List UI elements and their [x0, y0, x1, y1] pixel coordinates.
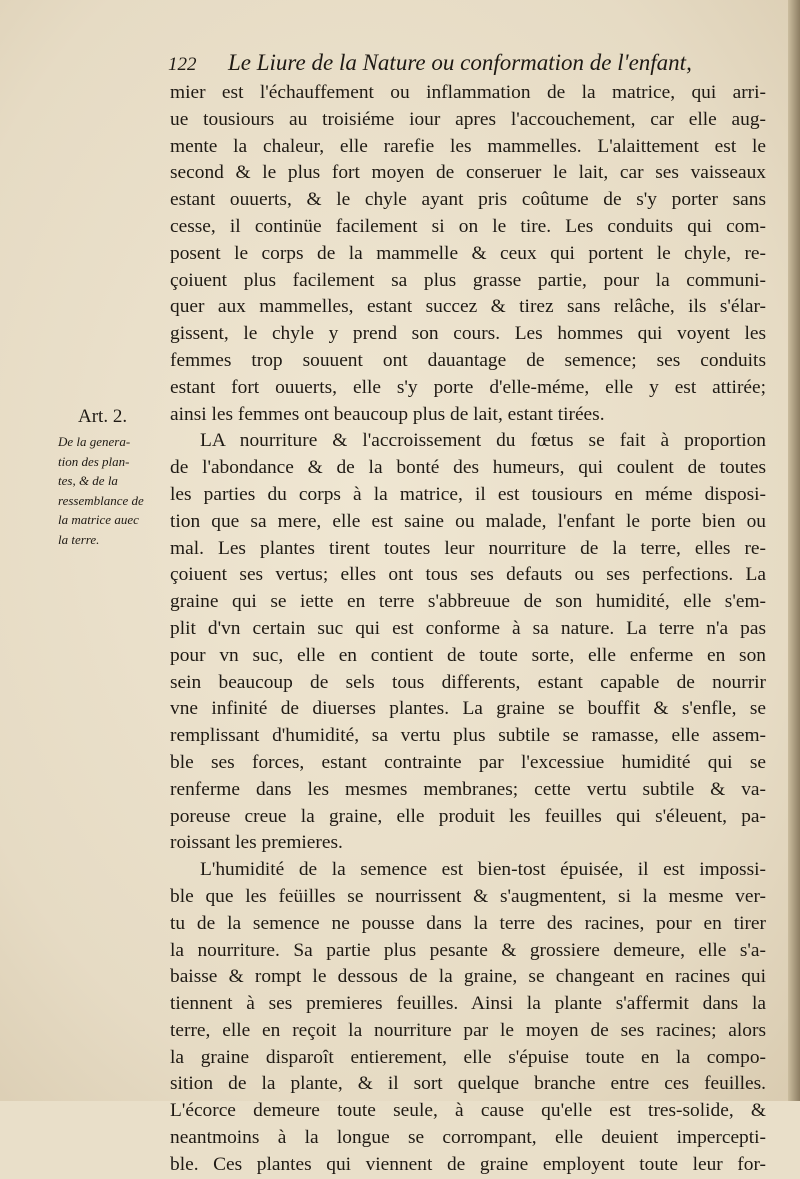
text-line: vne infinité de diuerses plantes. La graine se bouffit & s'enfle, se [170, 698, 766, 720]
text-line: pour vn suc, elle en contient de toute sorte, elle enferme en son [170, 644, 766, 666]
text-line: ble ses forces, estant contrainte par l'excessiue humidité qui se [170, 751, 766, 773]
marginal-note-line: la matrice auec [58, 512, 139, 527]
text-line: mal. Les plantes tirent toutes leur nourriture de la terre, elles re- [170, 537, 766, 559]
text-line: terre, elle en reçoit la nourriture par le moyen de ses racines; alors [170, 1019, 766, 1041]
text-line: estant fort ouuerts, elle s'y porte d'elle-méme, elle y est attirée; [170, 376, 766, 398]
text-line: remplissant d'humidité, sa vertu plus subtile se ramasse, elle assem- [170, 725, 766, 747]
text-line: tu de la semence ne pousse dans la terre des racines, pour en tirer [170, 912, 766, 934]
page-number: 122 [168, 54, 197, 75]
text-line: roissant les premieres. [170, 832, 343, 854]
text-line: renferme dans les mesmes membranes; cette vertu subtile & va- [170, 778, 766, 800]
marginal-note [58, 402, 170, 549]
text-line: quer aux mammelles, estant succez & tirez sans relâche, ils s'élar- [170, 296, 766, 318]
text-line: second & le plus fort moyen de conseruer le lait, car ses vaisseaux [170, 162, 766, 184]
marginal-note-line: tes, & de la [58, 473, 118, 488]
text-line: de l'abondance & de la bonté des humeurs, qui coulent de toutes [170, 457, 766, 479]
text-line: sition de la plante, & il sort quelque branche entre ces feuilles. [170, 1073, 766, 1095]
text-line: ainsi les femmes ont beaucoup plus de lait, estant tirées. [170, 403, 605, 425]
text-line: ble que les feüilles se nourrissent & s'augmentent, si la mesme ver- [170, 885, 766, 907]
text-line: LA nourriture & l'accroissement du fœtus se fait à proportion [200, 430, 766, 452]
text-line: femmes trop souuent ont dauantage de semence; ses conduits [170, 349, 766, 371]
text-line: gissent, le chyle y prend son cours. Les hommes qui voyent les [170, 323, 766, 345]
text-line: la graine disparoît entierement, elle s'épuise toute en la compo- [170, 1046, 766, 1068]
text-line: tiennent à ses premieres feuilles. Ainsi la plante s'affermit dans la [170, 993, 766, 1015]
running-title: Le Liure de la Nature ou conformation de l'enfant, [228, 50, 692, 75]
text-line: mente la chaleur, elle rarefie les mammelles. L'alaittement est le [170, 135, 766, 157]
text-line: çoiuent ses vertus; elles ont tous ses defauts ou ses perfections. La [170, 564, 766, 586]
page-gutter-shadow [788, 0, 800, 1101]
article-number: Art. 2. [78, 406, 128, 427]
text-line: ble. Ces plantes qui viennent de graine employent toute leur for- [170, 1153, 766, 1175]
text-line: graine qui se iette en terre s'abbreuue de son humidité, elle s'em- [170, 591, 766, 613]
text-line: sein beaucoup de sels tous differents, estant capable de nourrir [170, 671, 766, 693]
marginal-note-line: De la genera- [58, 434, 131, 449]
text-line: çoiuent plus facilement sa plus grasse partie, pour la communi- [170, 269, 766, 291]
text-line: ue tousiours au troisiéme iour apres l'accouchement, car elle aug- [170, 108, 766, 130]
marginal-note-line: la terre. [58, 531, 100, 547]
text-line: neantmoins à la longue se corrompant, elle deuient impercepti- [170, 1127, 766, 1149]
text-line: tion que sa mere, elle est saine ou malade, l'enfant le porte bien ou [170, 510, 766, 532]
text-line: plit d'vn certain suc qui est conforme à sa nature. La terre n'a pas [170, 617, 766, 639]
text-line: poreuse creue la graine, elle produit les feuilles qui s'éleuent, pa- [170, 805, 766, 827]
text-line: la nourriture. Sa partie plus pesante & grossiere demeure, elle s'a- [170, 939, 766, 961]
text-line: L'humidité de la semence est bien-tost épuisée, il est impossi- [200, 859, 766, 881]
text-line: les parties du corps à la matrice, il est tousiours en méme disposi- [170, 483, 766, 505]
text-line: baisse & rompt le dessous de la graine, se changeant en racines qui [170, 966, 766, 988]
text-line: L'écorce demeure toute seule, à cause qu'elle est tres-solide, & [170, 1100, 766, 1122]
marginal-note-line: tion des plan- [58, 453, 130, 469]
marginal-note-line: ressemblance de [58, 492, 144, 508]
text-line: cesse, il continüe facilement si on le tire. Les conduits qui com- [170, 215, 766, 237]
body-text [170, 80, 766, 1179]
text-line: posent le corps de la mammelle & ceux qui portent le chyle, re- [170, 242, 766, 264]
text-line: estant ouuerts, & le chyle ayant pris coûtume de s'y porter sans [170, 189, 766, 211]
text-line: mier est l'échauffement ou inflammation de la matrice, qui arri- [170, 82, 766, 103]
